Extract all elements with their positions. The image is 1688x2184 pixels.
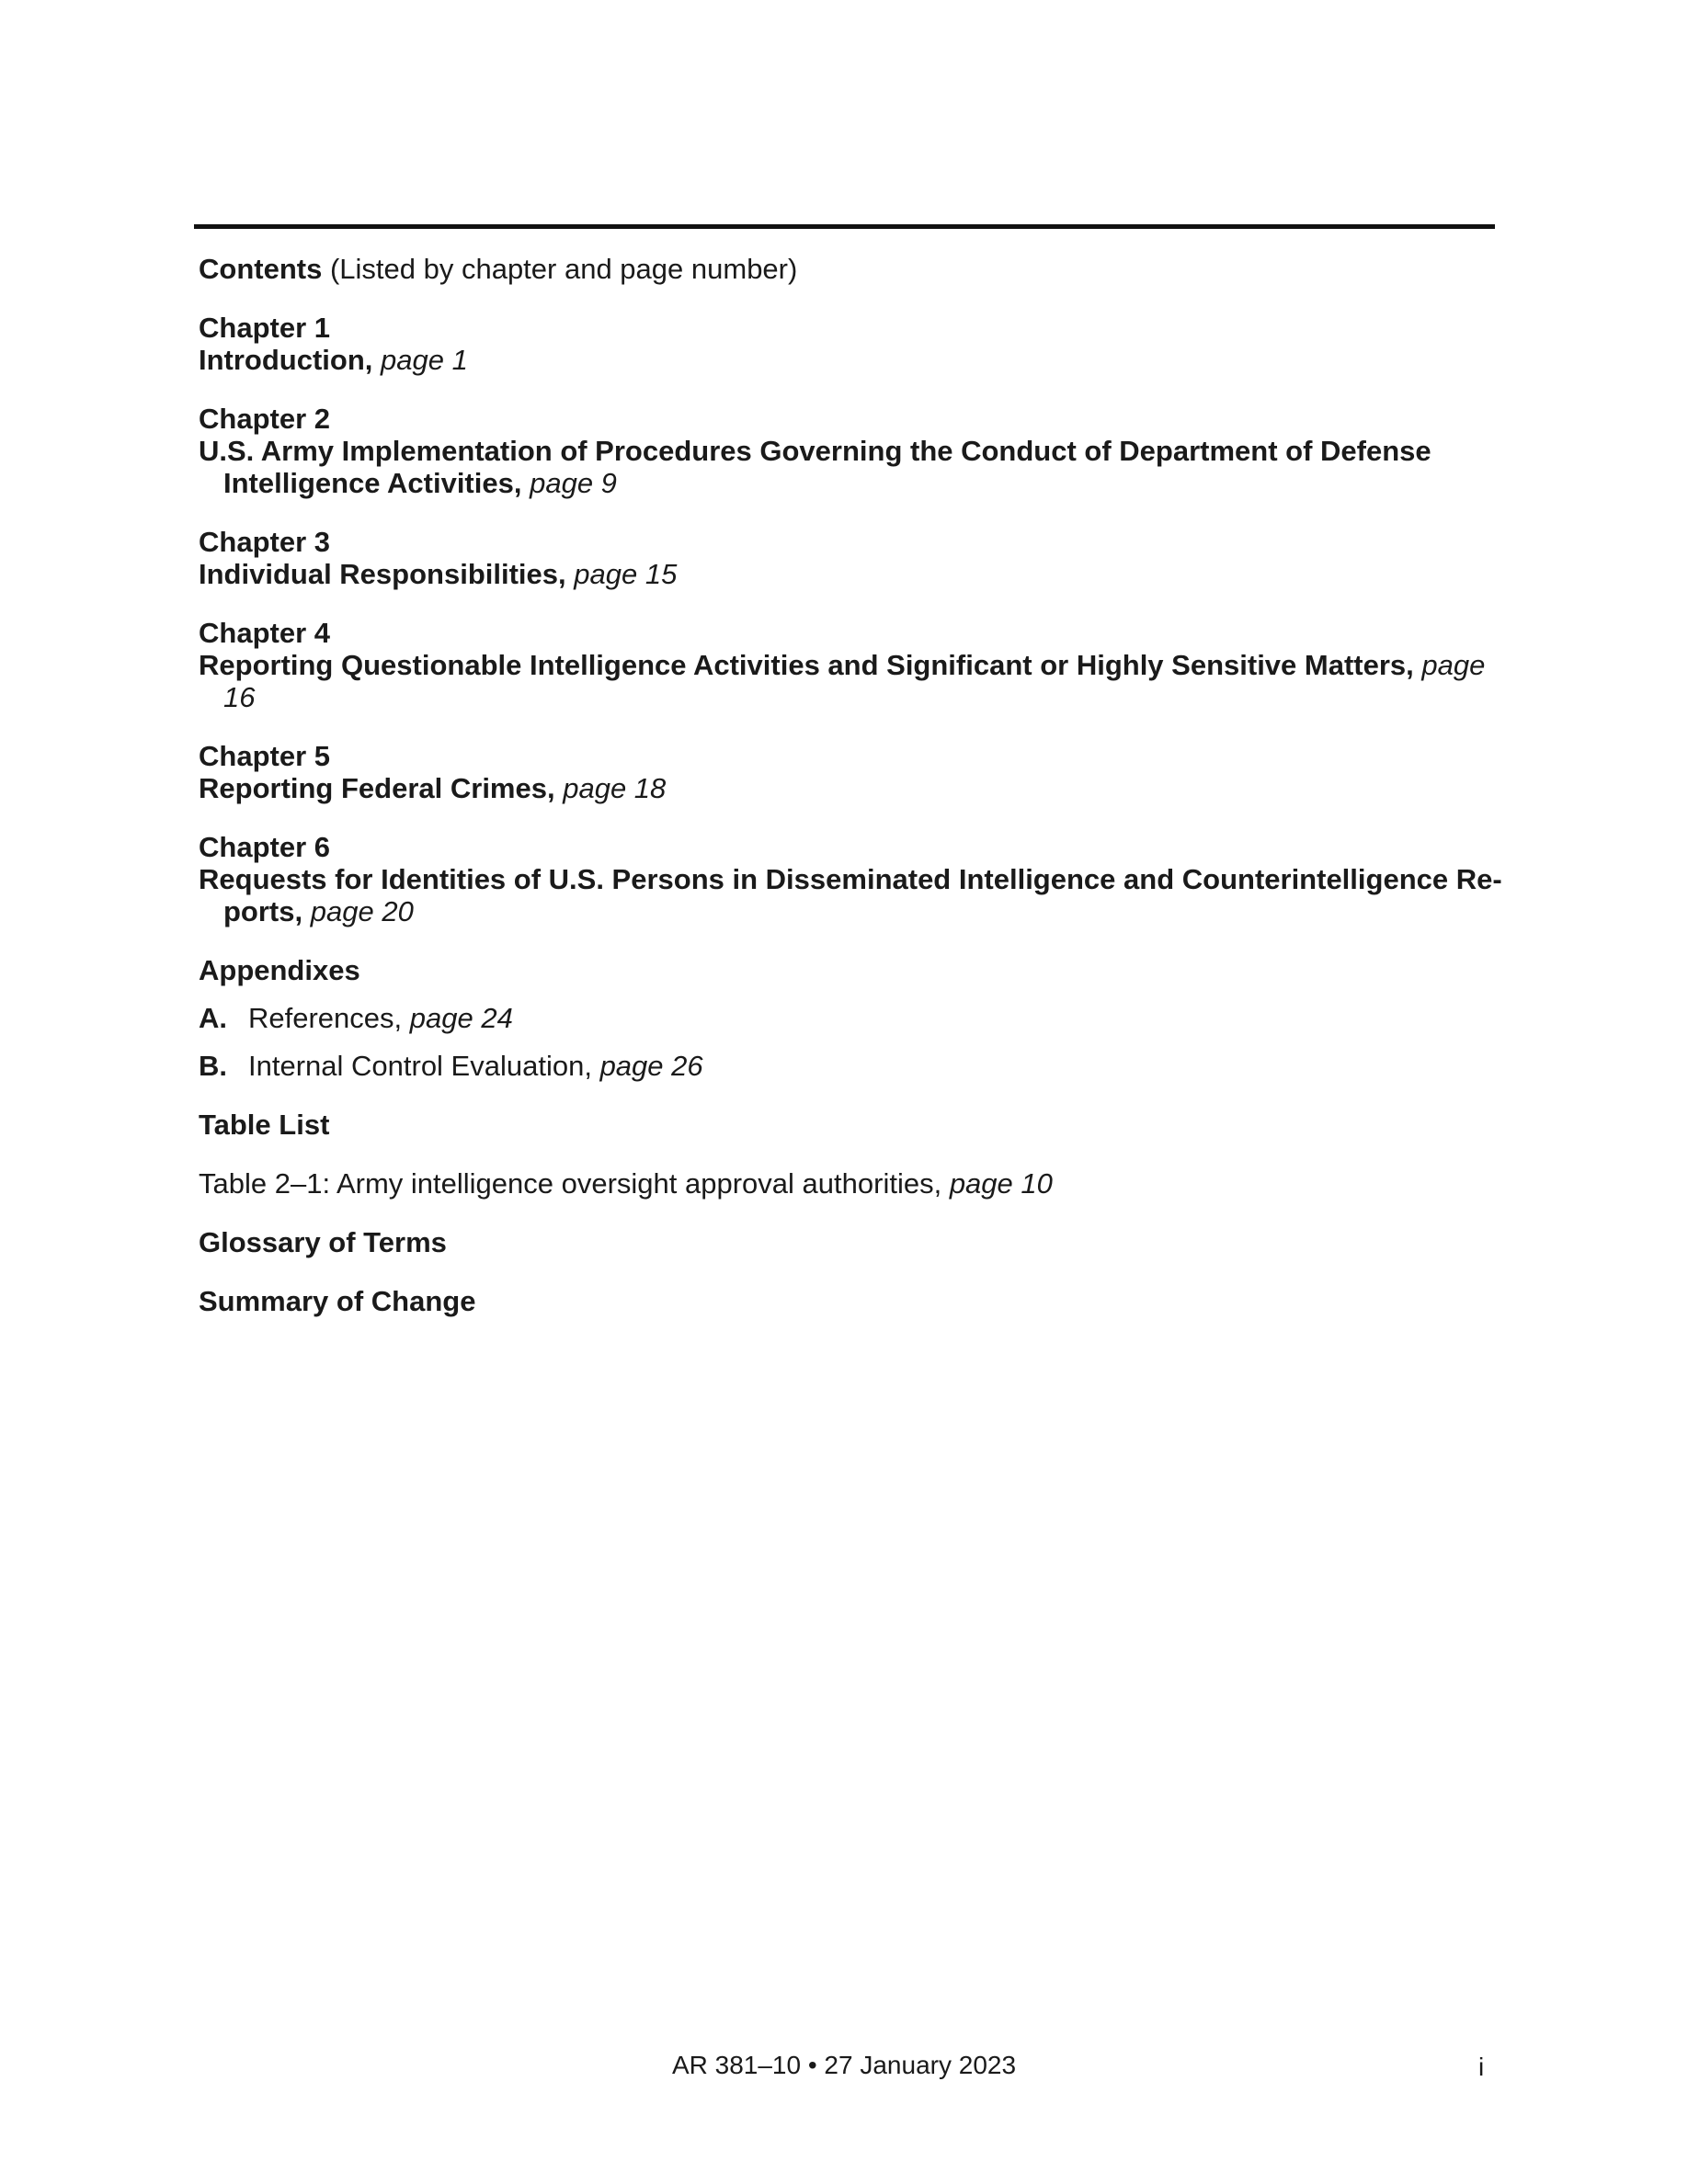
chapter-title[interactable]: Reporting Federal Crimes, page 18 [199,772,667,804]
chapter-label: Chapter 3 [199,526,330,558]
chapter-page: page 1 [381,344,468,376]
contents-note: (Listed by chapter and page number) [329,253,798,285]
summary-of-change-link[interactable]: Summary of Change [199,1285,476,1317]
chapter-title[interactable]: Introduction, page 1 [199,344,468,376]
chapter-label: Chapter 1 [199,312,330,344]
contents-heading [199,253,1504,285]
chapter-page: page 18 [563,772,667,804]
appendix-list [199,1002,1504,1082]
chapter-title[interactable]: U.S. Army Implementation of Procedures Governing the Conduct of Department of Defense Intelligence Activities, page 9 [199,435,1431,499]
footer-doc-id: AR 381–10 • 27 January 2023 [671,2051,1017,2079]
appendix-item-a[interactable] [199,1002,1504,1034]
chapter-title[interactable]: Individual Responsibilities, page 15 [199,558,678,590]
appendix-page: page 24 [409,1002,513,1034]
contents-label: Contents [199,253,323,285]
appendix-letter: B. [199,1050,227,1082]
toc-chapter-2[interactable] [199,403,1504,499]
appendixes-heading: Appendixes [199,954,360,986]
toc-chapter-5[interactable] [199,740,1504,804]
toc-chapter-3[interactable] [199,526,1504,590]
appendix-item-b[interactable] [199,1050,1504,1082]
toc-chapter-1[interactable] [199,312,1504,376]
chapter-title[interactable]: Reporting Questionable Intelligence Activities and Significant or Highly Sensitive Matters, page 16 [199,649,1486,713]
glossary-link[interactable]: Glossary of Terms [199,1226,447,1258]
appendix-title: Internal Control Evaluation, [248,1050,592,1082]
table-page: page 10 [949,1167,1053,1200]
chapter-label: Chapter 6 [199,831,330,863]
toc-chapter-6[interactable] [199,831,1504,927]
chapter-title[interactable]: Requests for Identities of U.S. Persons in Disseminated Intelligence and Counterintelligence Reports, page 20 [199,863,1502,927]
chapter-page: page 9 [530,467,617,499]
toc-chapter-4[interactable] [199,617,1504,713]
chapter-page: page 16 [223,649,1486,713]
chapter-page: page 20 [310,895,414,927]
chapter-label: Chapter 2 [199,403,330,435]
footer-page-number: i [1478,2053,1485,2081]
table-title: Table 2–1: Army intelligence oversight approval authorities, [199,1167,942,1200]
header-rule [194,224,1495,229]
appendix-page: page 26 [599,1050,703,1082]
table-list-heading: Table List [199,1109,330,1141]
chapter-label: Chapter 4 [199,617,330,649]
chapter-label: Chapter 5 [199,740,330,772]
table-list-item[interactable] [199,1167,1504,1200]
appendix-title: References, [248,1002,403,1034]
appendix-letter: A. [199,1002,227,1034]
chapter-page: page 15 [574,558,678,590]
table-of-contents [199,253,1504,1317]
